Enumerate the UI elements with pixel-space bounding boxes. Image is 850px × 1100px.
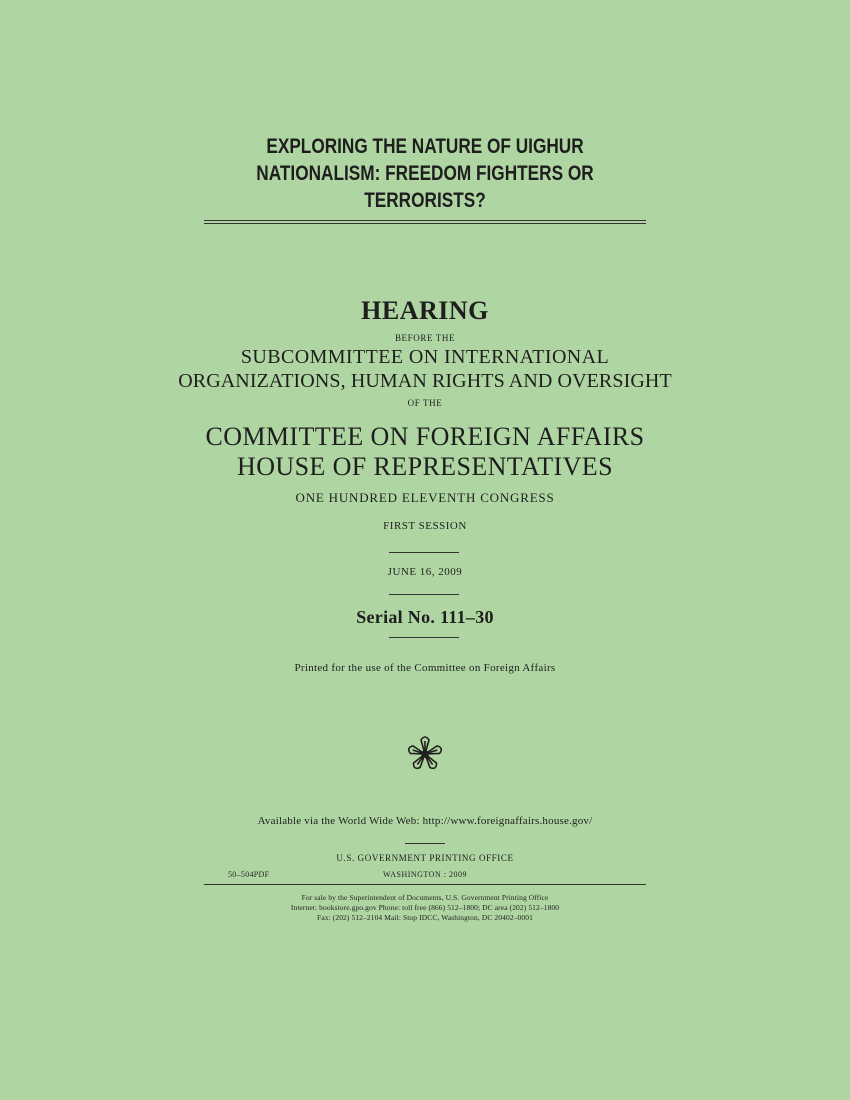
printed-for-note: Printed for the use of the Committee on Foreign Affairs: [294, 662, 556, 674]
title-double-rule: [204, 220, 646, 224]
of-the-label: OF THE: [407, 398, 443, 408]
committee-line-1: COMMITTEE ON FOREIGN AFFAIRS: [205, 422, 645, 451]
gpo-flower-emblem-icon: [402, 731, 448, 777]
subcommittee-line-2: ORGANIZATIONS, HUMAN RIGHTS AND OVERSIGHT: [178, 370, 672, 392]
committee-line-2: HOUSE OF REPRESENTATIVES: [237, 452, 613, 481]
title-line-1: EXPLORING THE NATURE OF UIGHUR: [266, 135, 584, 158]
web-availability-note: Available via the World Wide Web: http://www.foreignaffairs.house.gov/: [257, 815, 593, 827]
divider-rule: [405, 843, 445, 844]
sale-line-2: Internet: bookstore.gpo.gov Phone: toll free (866) 512–1800; DC area (202) 512–1800: [290, 903, 560, 912]
subcommittee-line-1: SUBCOMMITTEE ON INTERNATIONAL: [240, 346, 610, 368]
hearing-title: [77, 133, 774, 214]
hearing-heading: HEARING: [361, 296, 489, 325]
bottom-rule: [204, 884, 646, 885]
serial-number: Serial No. 111–30: [356, 607, 494, 627]
sale-line-1: For sale by the Superintendent of Documents, U.S. Government Printing Office: [301, 893, 549, 902]
divider-rule: [389, 552, 459, 553]
sale-line-3: Fax: (202) 512–2104 Mail: Stop IDCC, Washington, DC 20402–0001: [317, 913, 533, 922]
gpo-label: U.S. GOVERNMENT PRINTING OFFICE: [336, 853, 514, 863]
hearing-date: JUNE 16, 2009: [387, 566, 463, 578]
divider-rule: [389, 594, 459, 595]
session-label: FIRST SESSION: [383, 520, 467, 532]
washington-year: WASHINGTON : 2009: [383, 870, 467, 879]
congress-label: ONE HUNDRED ELEVENTH CONGRESS: [295, 490, 555, 505]
document-number: 50–504PDF: [228, 870, 270, 879]
title-line-3: TERRORISTS?: [364, 189, 486, 212]
divider-rule: [389, 637, 459, 638]
before-the-label: BEFORE THE: [394, 333, 456, 343]
title-line-2: NATIONALISM: FREEDOM FIGHTERS OR: [256, 162, 594, 185]
